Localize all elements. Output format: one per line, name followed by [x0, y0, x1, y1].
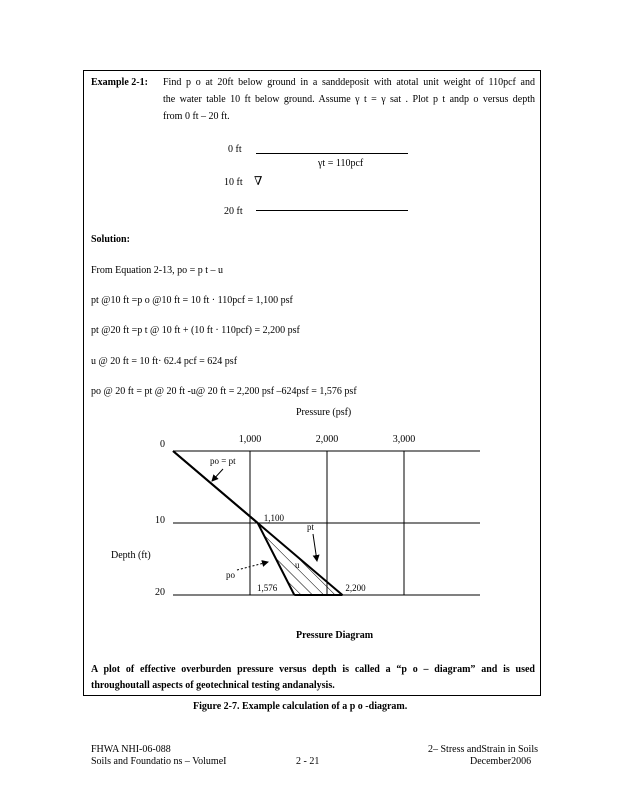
y-tick-label: 20: [155, 587, 165, 598]
annotation-u: u: [295, 560, 300, 570]
profile-depth-10: 10 ft: [224, 177, 243, 188]
y-tick-label: 0: [160, 439, 165, 450]
annotation-arrow-po-pt: [212, 469, 223, 481]
footer-left-2: Soils and Foundatio ns – VolumeI: [91, 756, 227, 767]
summary-line-1: A plot of effective overburden pressure versus depth is called a “p o – diagram” and is used: [91, 664, 535, 675]
annotation-pt: pt: [307, 522, 315, 532]
profile-depth-20: 20 ft: [224, 206, 243, 217]
profile-unit-weight: γt = 110pcf: [318, 158, 364, 169]
solution-line-3: pt @20 ft =p t @ 10 ft + (10 ft · 110pcf) = 2,200 psf: [91, 325, 300, 336]
data-label-2200: 2,200: [345, 583, 366, 593]
annotation-arrow-po: [237, 562, 268, 570]
data-label-1576: 1,576: [257, 583, 278, 593]
x-tick-label: 2,000: [315, 434, 339, 445]
annotation-po-equals-pt: po = pt: [210, 456, 236, 466]
solution-heading: Solution:: [91, 234, 130, 245]
footer-right-2: December2006: [470, 756, 532, 767]
solution-line-1: From Equation 2-13, po = p t – u: [91, 265, 224, 276]
annotation-arrow-pt: [313, 534, 317, 561]
example-label: Example 2-1:: [91, 77, 148, 88]
solution-line-4: u @ 20 ft = 10 ft· 62.4 pcf = 624 psf: [91, 356, 238, 367]
y-tick-label: 10: [155, 515, 165, 526]
footer-left-1: FHWA NHI-06-088: [91, 744, 171, 755]
annotation-po: po: [226, 570, 235, 580]
example-line-1: Find p o at 20ft below ground in a sanddeposit with atotal unit weight of 110pcf and: [163, 77, 535, 88]
example-line-2: the water table 10 ft below ground. Assume γ t = γ sat . Plot p t andp o versus depth: [163, 94, 535, 105]
example-line-3: from 0 ft – 20 ft.: [163, 111, 230, 122]
profile-depth-0: 0 ft: [228, 144, 242, 155]
data-label-1100: 1,100: [263, 513, 284, 523]
x-tick-label: 1,000: [238, 434, 262, 445]
water-table-icon: ∇: [254, 174, 263, 188]
solution-line-2: pt @10 ft =p o @10 ft = 10 ft · 110pcf = 1,100 psf: [91, 295, 293, 306]
footer-right-1: 2– Stress andStrain in Soils: [428, 744, 539, 755]
summary-line-2: throughoutall aspects of geotechnical testing andanalysis.: [91, 680, 335, 691]
chart-ylabel: Depth (ft): [111, 550, 151, 561]
figure-caption: Figure 2-7. Example calculation of a p o -diagram.: [193, 701, 408, 712]
solution-line-5: po @ 20 ft = pt @ 20 ft -u@ 20 ft = 2,200 psf –624psf = 1,576 psf: [91, 386, 357, 397]
chart-xlabel: Pressure (psf): [296, 407, 352, 418]
x-tick-label: 3,000: [392, 434, 416, 445]
chart-title: Pressure Diagram: [296, 630, 374, 641]
footer-page-number: 2 - 21: [296, 756, 320, 767]
